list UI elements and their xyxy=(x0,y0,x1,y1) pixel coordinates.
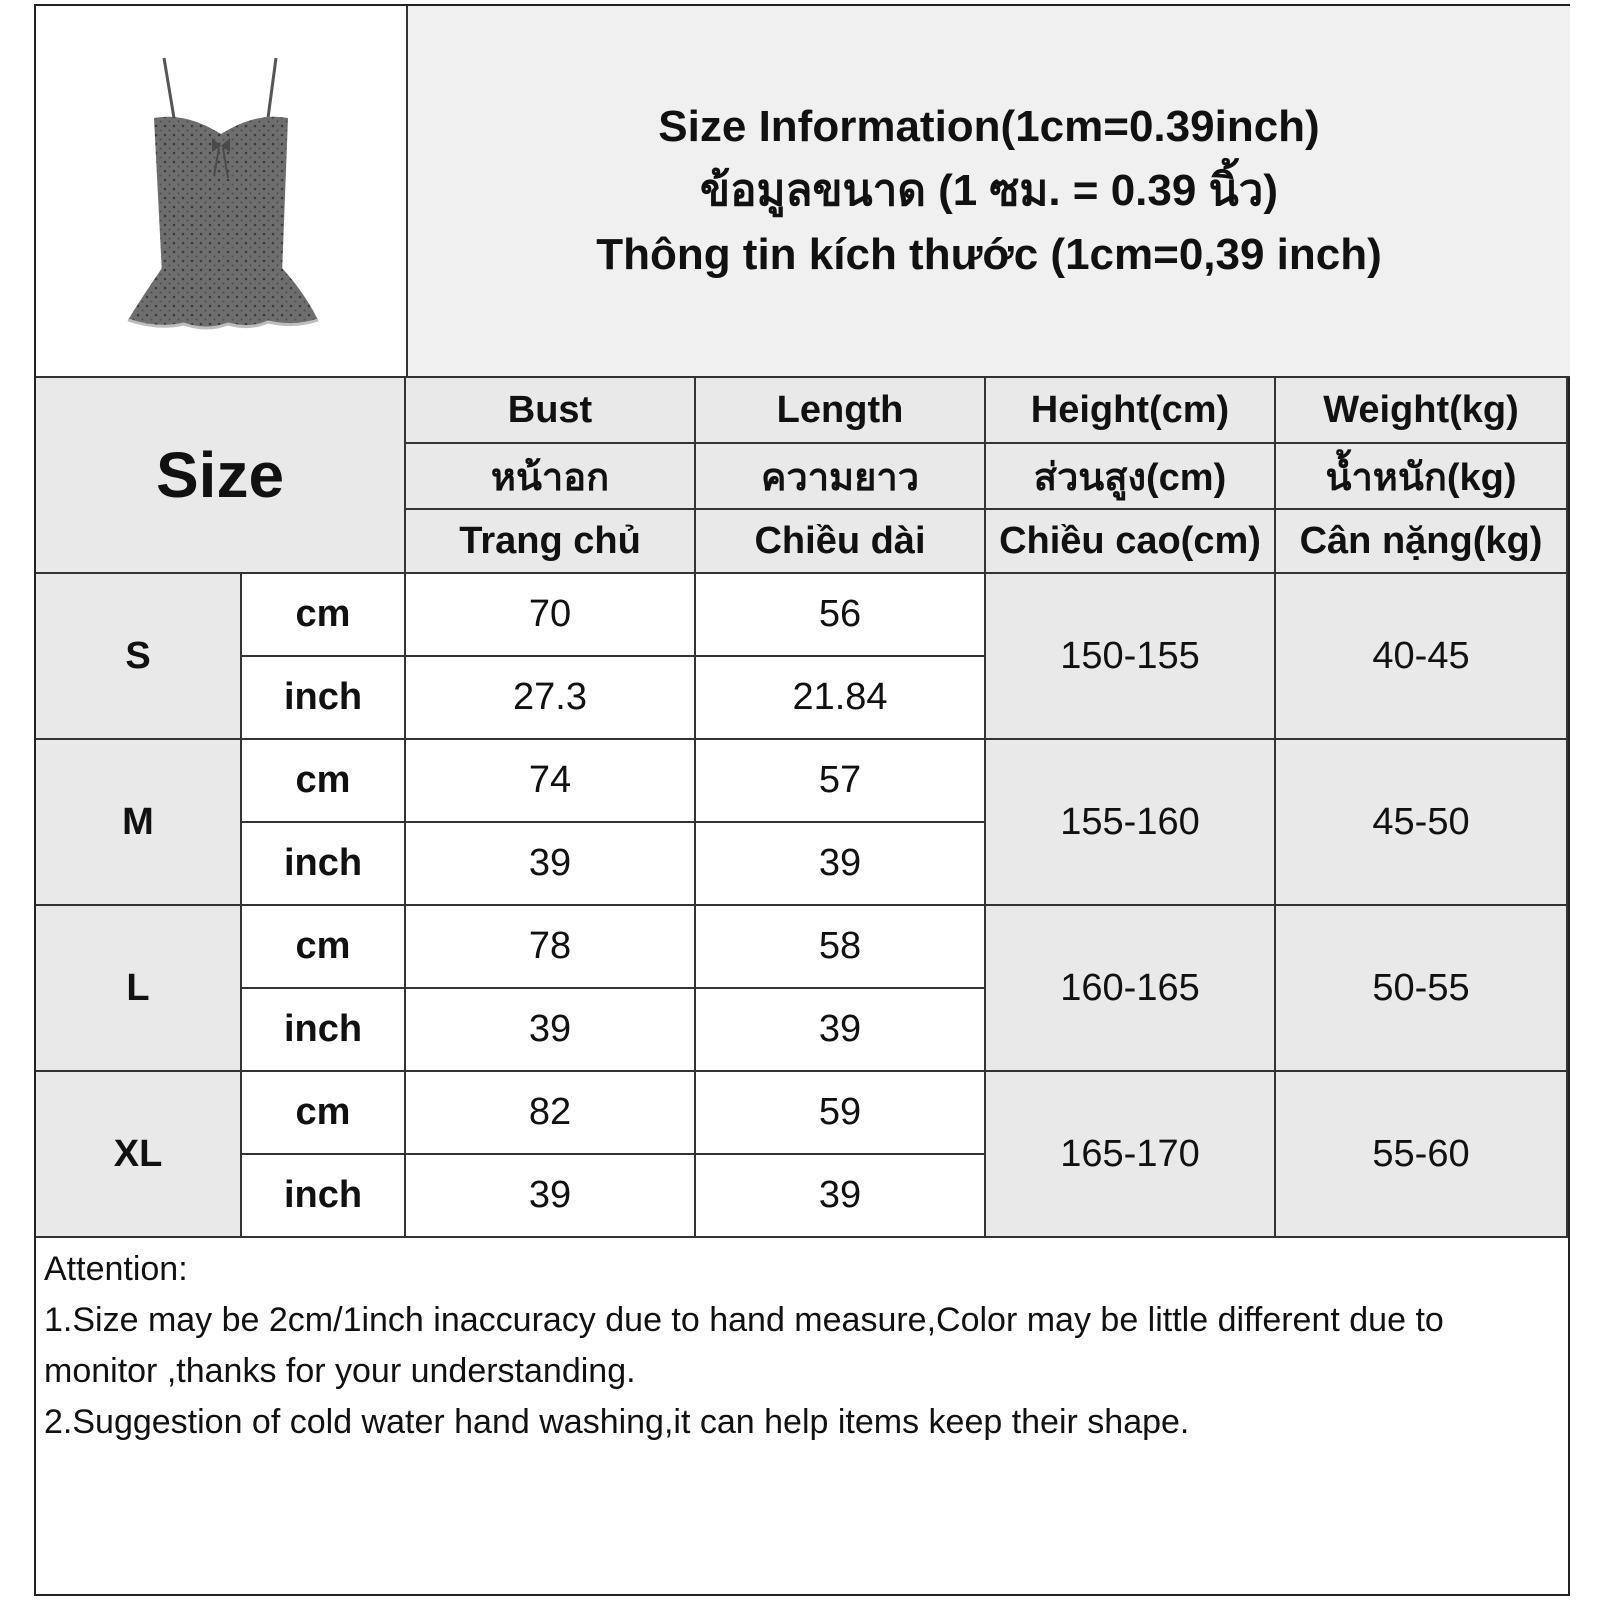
title-vietnamese: Thông tin kích thước (1cm=0,39 inch) xyxy=(596,230,1382,279)
attention-notes xyxy=(36,1238,1568,1454)
size-l-label: L xyxy=(36,906,242,1072)
notes-heading: Attention: xyxy=(44,1250,188,1288)
xl-height: 165-170 xyxy=(986,1072,1276,1238)
header-height-en: Height(cm) xyxy=(986,378,1276,444)
camisole-top-image xyxy=(36,6,406,378)
product-photo xyxy=(36,6,406,378)
m-bust-inch: 39 xyxy=(406,823,696,906)
header-length-en: Length xyxy=(696,378,986,444)
size-xl-label: XL xyxy=(36,1072,242,1238)
l-length-inch: 39 xyxy=(696,989,986,1072)
m-height: 155-160 xyxy=(986,740,1276,906)
s-bust-cm: 70 xyxy=(406,574,696,657)
header-length-th: ความยาว xyxy=(696,444,986,510)
unit-cm: cm xyxy=(242,740,406,823)
header-weight-vi: Cân nặng(kg) xyxy=(1276,510,1568,574)
xl-bust-inch: 39 xyxy=(406,1155,696,1238)
header-weight-en: Weight(kg) xyxy=(1276,378,1568,444)
unit-inch: inch xyxy=(242,823,406,906)
m-length-inch: 39 xyxy=(696,823,986,906)
unit-inch: inch xyxy=(242,1155,406,1238)
size-column-heading: Size xyxy=(36,378,406,574)
m-weight: 45-50 xyxy=(1276,740,1568,906)
size-information-title xyxy=(406,6,1570,378)
xl-length-cm: 59 xyxy=(696,1072,986,1155)
l-bust-cm: 78 xyxy=(406,906,696,989)
m-length-cm: 57 xyxy=(696,740,986,823)
size-s-label: S xyxy=(36,574,242,740)
unit-inch: inch xyxy=(242,989,406,1072)
xl-weight: 55-60 xyxy=(1276,1072,1568,1238)
l-height: 160-165 xyxy=(986,906,1276,1072)
unit-inch: inch xyxy=(242,657,406,740)
s-length-cm: 56 xyxy=(696,574,986,657)
size-m-label: M xyxy=(36,740,242,906)
s-bust-inch: 27.3 xyxy=(406,657,696,740)
notes-line-1: 1.Size may be 2cm/1inch inaccuracy due to hand measure,Color may be little different due to monitor ,thanks for your understanding. xyxy=(44,1301,1444,1390)
m-bust-cm: 74 xyxy=(406,740,696,823)
notes-line-2: 2.Suggestion of cold water hand washing,it can help items keep their shape. xyxy=(44,1403,1190,1441)
header-bust-th: หน้าอก xyxy=(406,444,696,510)
xl-length-inch: 39 xyxy=(696,1155,986,1238)
l-bust-inch: 39 xyxy=(406,989,696,1072)
unit-cm: cm xyxy=(242,574,406,657)
title-thai: ข้อมูลขนาด (1 ซม. = 0.39 นิ้ว) xyxy=(699,166,1278,215)
xl-bust-cm: 82 xyxy=(406,1072,696,1155)
l-length-cm: 58 xyxy=(696,906,986,989)
title-english: Size Information(1cm=0.39inch) xyxy=(658,102,1320,151)
header-height-vi: Chiều cao(cm) xyxy=(986,510,1276,574)
header-length-vi: Chiều dài xyxy=(696,510,986,574)
unit-cm: cm xyxy=(242,906,406,989)
header-weight-th: น้ำหนัก(kg) xyxy=(1276,444,1568,510)
s-length-inch: 21.84 xyxy=(696,657,986,740)
header-bust-en: Bust xyxy=(406,378,696,444)
header-bust-vi: Trang chủ xyxy=(406,510,696,574)
size-chart xyxy=(34,4,1570,1596)
s-height: 150-155 xyxy=(986,574,1276,740)
s-weight: 40-45 xyxy=(1276,574,1568,740)
unit-cm: cm xyxy=(242,1072,406,1155)
header-height-th: ส่วนสูง(cm) xyxy=(986,444,1276,510)
l-weight: 50-55 xyxy=(1276,906,1568,1072)
